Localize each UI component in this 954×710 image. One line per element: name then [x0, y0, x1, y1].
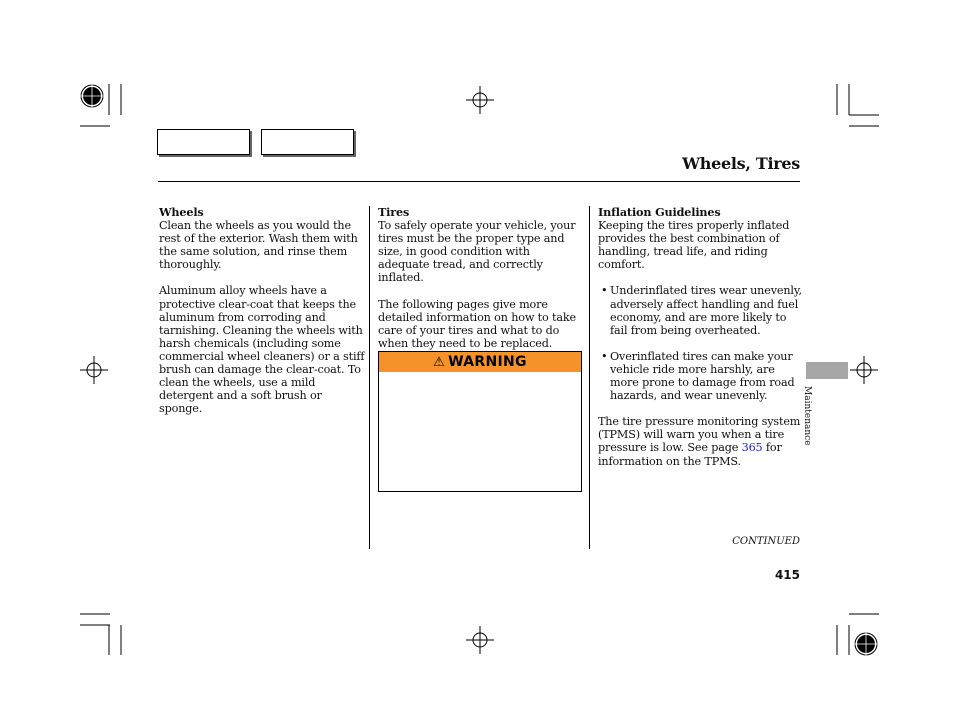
bullet-icon: • [601, 349, 608, 363]
column-inflation [598, 206, 802, 481]
page-link[interactable]: 365 [741, 441, 763, 455]
list-item: • Underinflated tires wear unevenly, adversely affect handling and fuel economy, and are more likely to fail from being overheated. [601, 284, 802, 337]
continued-label: CONTINUED [732, 536, 800, 547]
page-title: Wheels, Tires [682, 154, 800, 173]
warning-triangle-icon: ⚠ [433, 354, 446, 370]
column-wheels [159, 206, 365, 428]
bullet-icon: • [601, 284, 608, 298]
paragraph: To safely operate your vehicle, your tires must be the proper type and size, in good condition with adequate tread, and correctly inflated. [378, 219, 576, 285]
page-number: 415 [774, 568, 800, 582]
warning-box [378, 351, 582, 492]
paragraph: The following pages give more detailed information on how to take care of your tires and what to do when they need to be replaced. [378, 297, 576, 350]
nav-button-next[interactable] [261, 129, 354, 155]
section-heading: Inflation Guidelines [598, 205, 721, 219]
paragraph: Aluminum alloy wheels have a protective clear-coat that keeps the aluminum from corroding and tarnishing. Cleaning the wheels with harsh chemicals (including some commercial wheel cleaners) or a stiff brush can damage the clear-coat. To clean the wheels, use a mild detergent and a soft brush or sponge. [159, 284, 365, 416]
section-label: Maintenance [802, 386, 812, 446]
nav-button-previous[interactable] [157, 129, 250, 155]
header-rule [158, 181, 800, 182]
list-item: • Overinflated tires can make your vehicle ride more harshly, are more prone to damage from road hazards, and wear unevenly. [601, 349, 795, 403]
paragraph: Keeping the tires properly inflated provides the best combination of handling, tread life, and riding comfort. [598, 219, 790, 272]
paragraph: The tire pressure monitoring system (TPMS) will warn you when a tire pressure is low. See page 365 for information on the TPMS. [598, 415, 801, 468]
column-divider [589, 206, 590, 549]
section-heading: Tires [378, 205, 410, 219]
column-divider [369, 206, 370, 549]
paragraph: Clean the wheels as you would the rest of the exterior. Wash them with the same solution, and rinse them thoroughly. [159, 219, 358, 272]
section-tab[interactable] [806, 362, 848, 379]
warning-header [379, 352, 581, 372]
warning-label: WARNING [448, 354, 527, 370]
section-heading: Wheels [159, 205, 204, 219]
column-tires [378, 206, 582, 363]
